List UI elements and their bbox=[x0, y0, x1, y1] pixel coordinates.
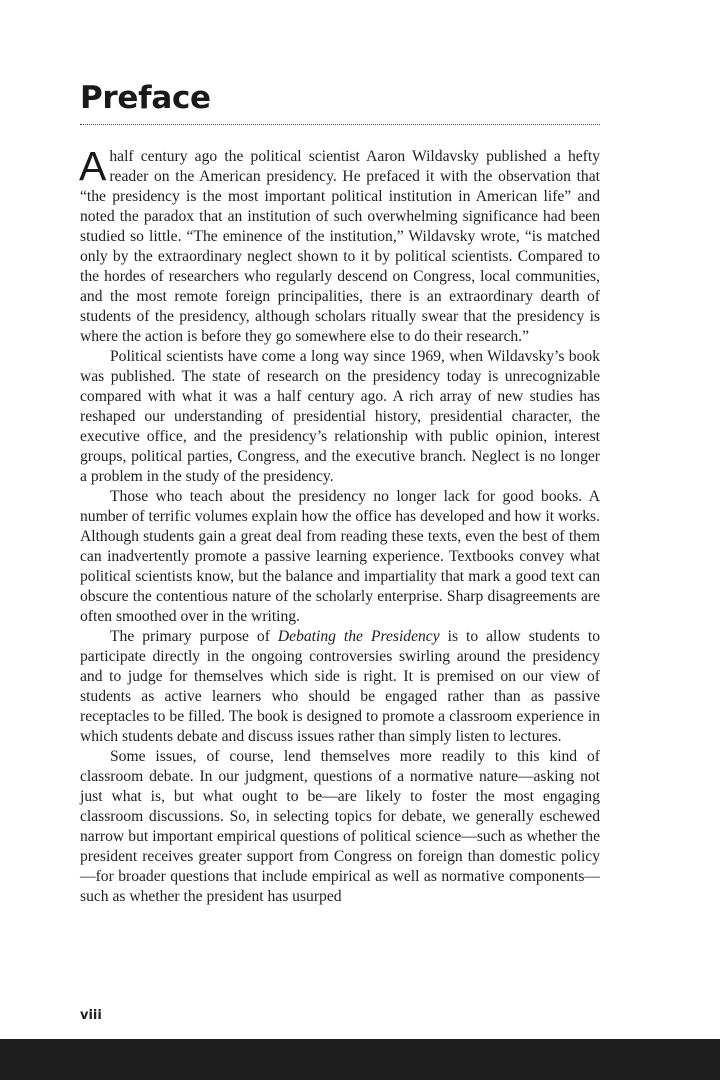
paragraph-5: Some issues, of course, lend themselves more readily to this kind of classroom debate. In our judgment, questions of a normative nature—asking not just what is, but what ought to be—are likely to foster the most engaging classroom discussions. So, in selecting topics for debate, we generally eschewed narrow but important empirical questions of political science—such as whether the president receives greater support from Congress on foreign than domestic policy—for broader questions that include empirical as well as normative components—such as whether the president has usurped bbox=[80, 748, 600, 905]
paragraph-4-text-end: is to allow students to participate directly in the ongoing controversies swirling around the presidency and to judge for themselves which side is right. It is premised on our view of students as active learners who should be engaged rather than as passive receptacles to be filled. The book is designed to promote a classroom experience in which students debate and discuss issues rather than simply listen to lectures. bbox=[80, 628, 600, 745]
title-divider bbox=[80, 124, 600, 125]
paragraph-3: Those who teach about the presidency no longer lack for good books. A number of terrific volumes explain how the office has developed and how it works. Although students gain a great deal from reading these texts, even the best of them can inadvertently promote a passive learning experience. Textbooks convey what political scientists know, but the balance and impartiality that mark a good text can obscure the contentious nature of the scholarly enterprise. Sharp disagreements are often smoothed over in the writing. bbox=[80, 488, 600, 625]
paragraph-4-text-start: The primary purpose of bbox=[110, 628, 278, 645]
paragraph-1 bbox=[79, 143, 600, 347]
drop-cap: A bbox=[79, 143, 107, 189]
book-title: Debating the Presidency bbox=[277, 628, 440, 645]
page-number: viii bbox=[80, 1008, 102, 1023]
page-title: Preface bbox=[80, 80, 211, 116]
paragraph-2: Political scientists have come a long way since 1969, when Wildavsky’s book was published. The state of research on the presidency today is unrecognizable compared with what it was a half century ago. A rich array of new studies has reshaped our understanding of presidential history, presidential character, the executive office, and the presidency’s relationship with public opinion, interest groups, political parties, Congress, and the executive branch. Neglect is no longer a problem in the study of the presidency. bbox=[80, 348, 600, 485]
footer-bar bbox=[0, 1039, 720, 1080]
preface-body bbox=[79, 143, 600, 907]
paragraph-4 bbox=[80, 627, 600, 747]
paragraph-1-text: half century ago the political scientist Aaron Wildavsky published a hefty reader on the American presidency. He prefaced it with the observation that “the presidency is the most important political institution in American life” and noted the paradox that an institution of such overwhelming significance had been studied so little. “The eminence of the institution,” Wildavsky wrote, “is matched only by the extraordinary neglect shown to it by political scientists. Compared to the hordes of researchers who regularly descend on Congress, local communities, and the most remote foreign principalities, there is an extraordinary dearth of students of the presidency, although scholars ritually swear that the presidency is where the action is before they go somewhere else to do their research.” bbox=[80, 148, 600, 345]
